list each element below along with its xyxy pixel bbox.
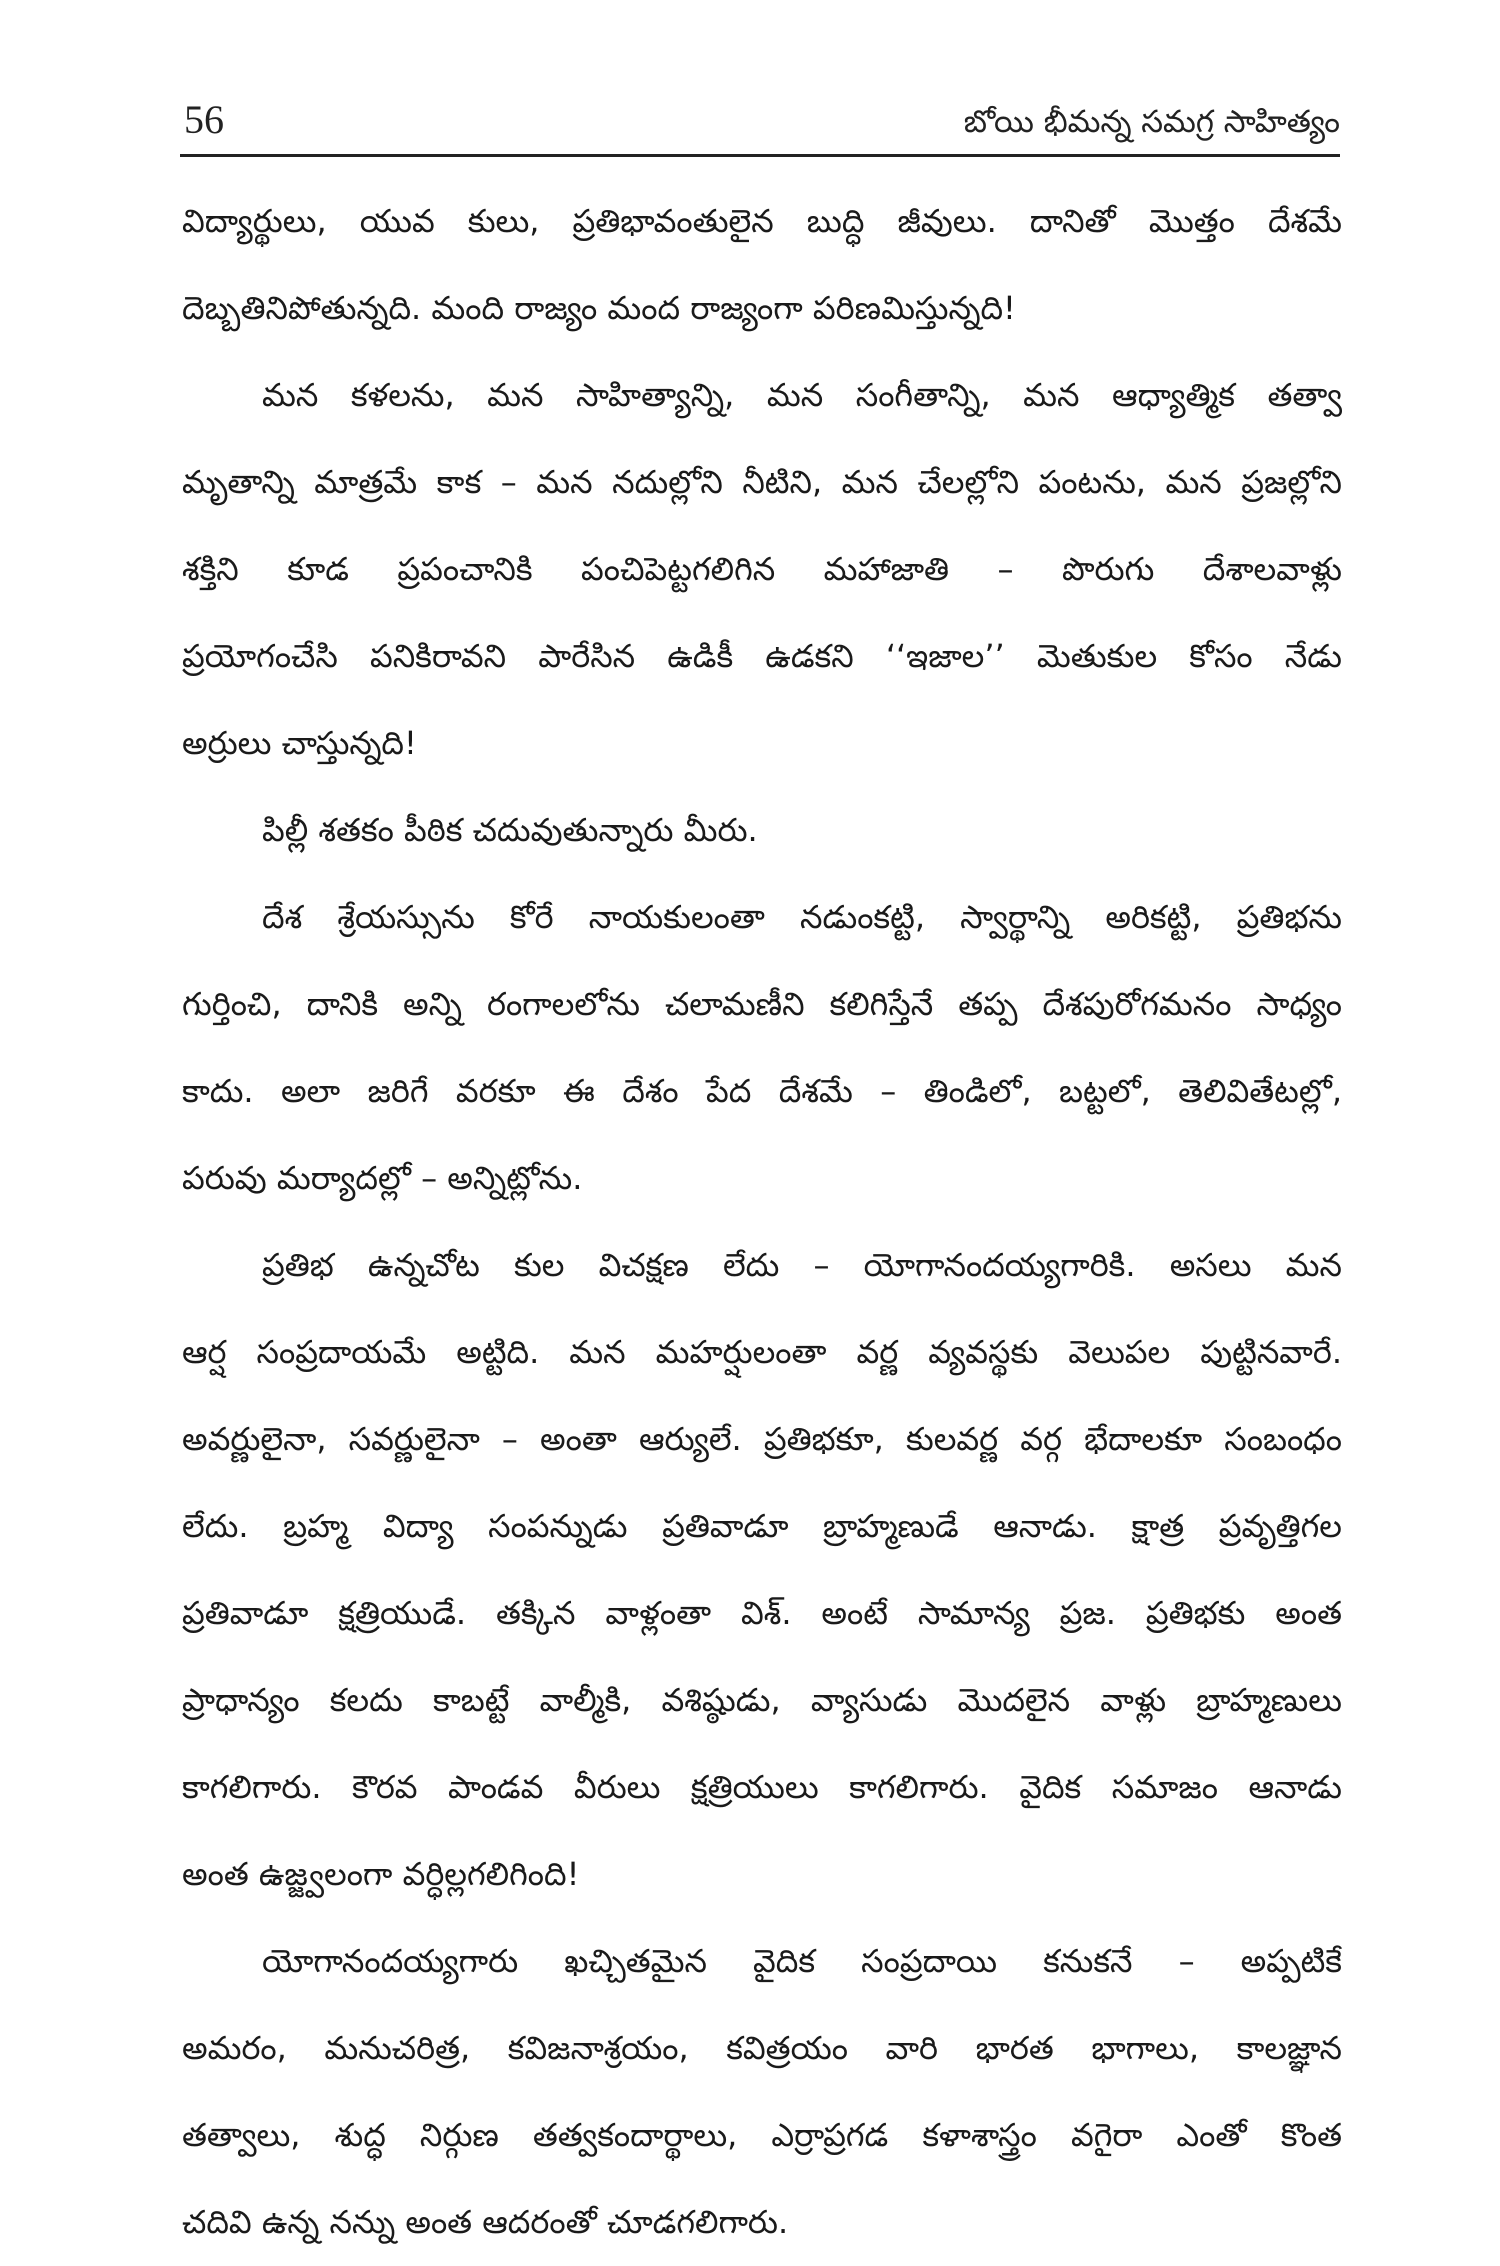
text-line: అర్రులు చాస్తున్నది! xyxy=(182,724,417,762)
text-line: లేదు. బ్రహ్మ విద్యా సంపన్నుడు ప్రతివాడూ బ్రాహ్మణుడే ఆనాడు. క్షాత్ర ప్రవృత్తిగల xyxy=(182,1507,1342,1545)
text-line: దేశ శ్రేయస్సును కోరే నాయకులంతా నడుంకట్టి, స్వార్థాన్ని అరికట్టి, ప్రతిభను xyxy=(262,898,1342,936)
text-line: అవర్ణులైనా, సవర్ణులైనా – అంతా ఆర్యులే. ప్రతిభకూ, కులవర్ణ వర్గ భేదాలకూ సంబంధం xyxy=(182,1420,1342,1458)
text-line: శక్తిని కూడ ప్రపంచానికి పంచిపెట్టగలిగిన మహాజాతి – పొరుగు దేశాలవాళ్లు xyxy=(182,550,1342,588)
text-line: ఆర్ష సంప్రదాయమే అట్టిది. మన మహర్షులంతా వర్ణ వ్యవస్థకు వెలుపల పుట్టినవారే. xyxy=(182,1333,1342,1371)
page-header xyxy=(180,92,1340,157)
text-line: యోగానందయ్యగారు ఖచ్చితమైన వైదిక సంప్రదాయి కనుకనే – అప్పటికే xyxy=(262,1942,1342,1980)
text-line: ప్రాధాన్యం కలదు కాబట్టే వాల్మీకి, వశిష్ఠుడు, వ్యాసుడు మొదలైన వాళ్లు బ్రాహ్మణులు xyxy=(182,1681,1342,1719)
body-text xyxy=(182,178,1342,2266)
text-line: పిల్లీ శతకం పీఠిక చదువుతున్నారు మీరు. xyxy=(262,811,758,849)
text-line: పరువు మర్యాదల్లో – అన్నిట్లోను. xyxy=(182,1159,583,1197)
text-line: కాగలిగారు. కౌరవ పాండవ వీరులు క్షత్రియులు కాగలిగారు. వైదిక సమాజం ఆనాడు xyxy=(182,1768,1342,1806)
text-line: కాదు. అలా జరిగే వరకూ ఈ దేశం పేద దేశమే – తిండిలో, బట్టలో, తెలివితేటల్లో, xyxy=(182,1072,1342,1110)
text-line: దెబ్బతినిపోతున్నది. మంది రాజ్యం మంద రాజ్యంగా పరిణమిస్తున్నది! xyxy=(182,289,1016,327)
text-line: విద్యార్థులు, యువ కులు, ప్రతిభావంతులైన బుద్ధి జీవులు. దానితో మొత్తం దేశమే xyxy=(182,202,1342,240)
text-line: ప్రయోగంచేసి పనికిరావని పారేసిన ఉడికీ ఉడకని ‘‘ఇజాల’’ మెతుకుల కోసం నేడు xyxy=(182,637,1342,675)
text-line: అమరం, మనుచరిత్ర, కవిజనాశ్రయం, కవిత్రయం వారి భారత భాగాలు, కాలజ్ఞాన xyxy=(182,2029,1342,2067)
text-line: చదివి ఉన్న నన్ను అంత ఆదరంతో చూడగలిగారు. xyxy=(182,2203,789,2241)
page-number: 56 xyxy=(184,97,224,142)
text-line: అంత ఉజ్జ్వలంగా వర్ధిల్లగలిగింది! xyxy=(182,1855,580,1893)
text-line: మృతాన్ని మాత్రమే కాక – మన నదుల్లోని నీటిని, మన చేలల్లోని పంటను, మన ప్రజల్లోని xyxy=(182,463,1342,501)
running-title: బోయి భీమన్న సమగ్ర సాహిత్యం xyxy=(963,104,1340,140)
text-line: గుర్తించి, దానికి అన్ని రంగాలలోను చలామణీని కలిగిస్తేనే తప్ప దేశపురోగమనం సాధ్యం xyxy=(182,985,1342,1023)
text-line: తత్వాలు, శుద్ధ నిర్గుణ తత్వకందార్థాలు, ఎర్రాప్రగడ కళాశాస్త్రం వగైరా ఎంతో కొంత xyxy=(182,2116,1342,2154)
text-line: ప్రతివాడూ క్షత్రియుడే. తక్కిన వాళ్లంతా విశ్. అంటే సామాన్య ప్రజ. ప్రతిభకు అంత xyxy=(182,1594,1342,1632)
text-line: ప్రతిభ ఉన్నచోట కుల విచక్షణ లేదు – యోగానందయ్యగారికి. అసలు మన xyxy=(262,1246,1342,1284)
text-line: మన కళలను, మన సాహిత్యాన్ని, మన సంగీతాన్ని, మన ఆధ్యాత్మిక తత్వా xyxy=(262,376,1342,414)
